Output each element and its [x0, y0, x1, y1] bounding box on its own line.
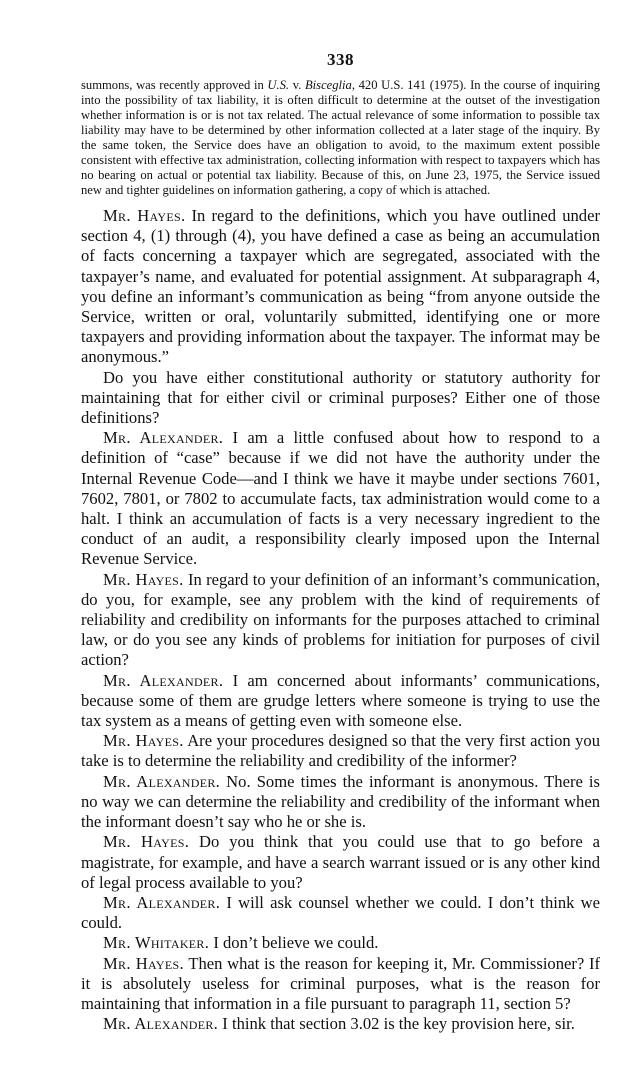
paragraph-text: Then what is the reason for keeping it, Mr. Commissioner? If it is absolutely useless for criminal purposes, what is the reason for maintaining that information in a file pursuant to paragraph 11, section 5? [81, 953, 601, 1013]
document-page [81, 50, 600, 1034]
transcript-paragraph [81, 954, 600, 1015]
speaker-name: Mr. Whitaker. [103, 933, 210, 953]
speaker-name: Mr. Alexander. [103, 1014, 219, 1034]
letter-text: v. [289, 78, 305, 92]
transcript-paragraph [81, 671, 600, 732]
case-citation: Bisceglia [304, 78, 352, 92]
transcript-paragraph [81, 933, 600, 953]
case-citation: U.S. [267, 78, 290, 92]
letter-text: , 420 U.S. 141 (1975). In the course of inquiring into the possibility of tax liability, it is often difficult to determine at the outset of the investigation whether information is or is not tax related. The actual relevance of some information to possible tax liability may have to be determined by other information collected at a later stage of the inquiry. By the same token, the Service does have an obligation to avoid, to the maximum extent possible consistent with effective tax administration, collecting information with respect to taxpayers which has no bearing on actual or potential tax liability. Because of this, on June 23, 1975, the Service issued new and tighter guidelines on information gathering, a copy of which is attached. [81, 78, 600, 197]
paragraph-text: I am a little confused about how to respond to a definition of “case” because if we did not have the authority under the Internal Revenue Code—and I think we have it maybe under sections 7601, 7602, 7801, or 7802 to accumulate facts, tax administration would come to a halt. I think an accumulation of facts is a very necessary ingredient to the conduct of an audit, a responsibility clearly imposed upon the Internal Revenue Service. [81, 428, 600, 569]
paragraph-text: I don’t believe we could. [209, 933, 379, 953]
speaker-name: Mr. Alexander. [103, 428, 224, 448]
letter-excerpt [81, 78, 600, 198]
paragraph-text: I will ask counsel whether we could. I don’t think we could. [81, 892, 600, 933]
paragraph-text: Do you have either constitutional authority or statutory authority for maintaining that for either civil or criminal purposes? Either one of those definitions? [81, 367, 600, 428]
speaker-name: Mr. Alexander. [103, 892, 221, 912]
speaker-name: Mr. Hayes. [103, 832, 190, 852]
transcript-paragraph [81, 1014, 600, 1034]
paragraph-text: No. Some times the informant is anonymous. There is no way we can determine the reliability and credibility of the informant when the informant doesn’t say who he or she is. [81, 771, 600, 832]
transcript-paragraph [81, 731, 600, 771]
speaker-name: Mr. Hayes. [103, 953, 184, 973]
speaker-name: Mr. Hayes. [103, 206, 186, 225]
transcript-paragraph [81, 772, 600, 833]
paragraph-text: I am concerned about informants’ communications, because some of them are grudge letters where someone is trying to use the tax system as a means of getting even with someone else. [81, 670, 600, 731]
speaker-name: Mr. Hayes. [103, 569, 184, 589]
paragraph-text: In regard to your definition of an informant’s communication, do you, for example, see any problem with the kind of requirements of reliability and credibility on informants for the purposes attached to criminal law, or do you see any kinds of problems for initiation for purposes of civil action? [81, 569, 600, 670]
speaker-name: Mr. Alexander. [103, 771, 221, 791]
paragraph-text: Are your procedures designed so that the very first action you take is to determine the reliability and credibility of the informer? [81, 731, 600, 771]
transcript-paragraph [81, 428, 600, 569]
letter-text: summons, was recently approved in [81, 78, 268, 92]
paragraph-text: I think that section 3.02 is the key provision here, sir. [218, 1014, 575, 1034]
transcript-paragraph [81, 206, 600, 368]
speaker-name: Mr. Alexander. [103, 670, 224, 690]
transcript-paragraph [81, 368, 600, 429]
paragraph-text: Do you think that you could use that to go before a magistrate, for example, and have a search warrant issued or is any other kind of legal process available to you? [81, 832, 601, 892]
transcript-paragraph [81, 570, 600, 671]
paragraph-text: In regard to the definitions, which you have outlined under section 4, (1) through (4), you have defined a case as being an accumulation of facts concerning a taxpayer which are segregated, associated with the taxpayer’s name, and evaluated for potential assignment. At subparagraph 4, you define an informant’s communication as being “from anyone outside the Service, written or oral, voluntarily submitted, identifying one or more taxpayers and providing information about the taxpayer. The informat may be anonymous.” [81, 206, 600, 367]
page-number: 338 [327, 50, 354, 69]
speaker-name: Mr. Hayes. [103, 731, 184, 751]
transcript-paragraph [81, 832, 600, 893]
transcript-paragraph [81, 893, 600, 933]
